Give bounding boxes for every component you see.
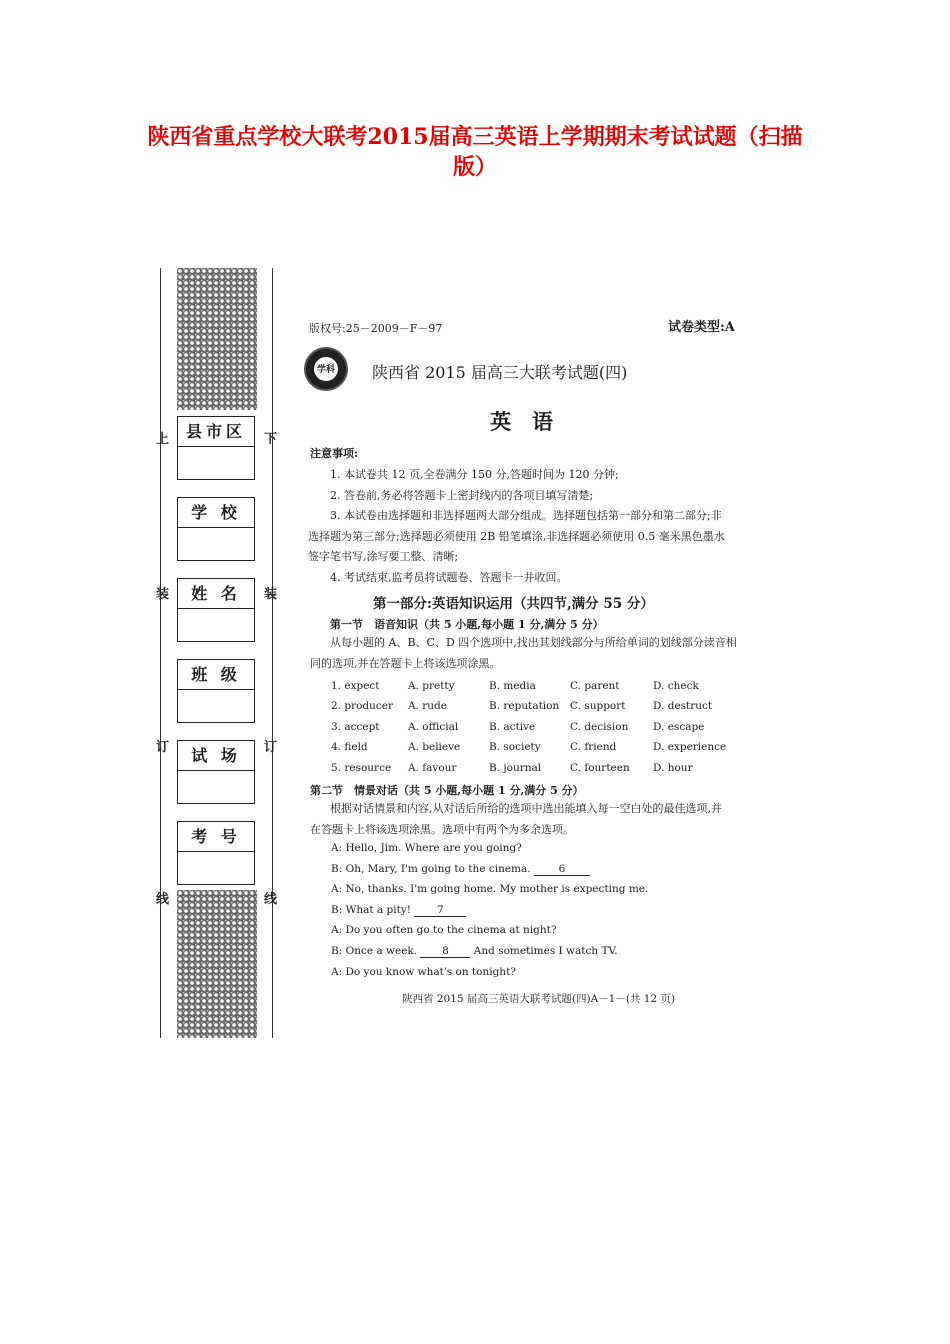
option-a: A. favour bbox=[408, 762, 457, 774]
option-b: B. media bbox=[489, 680, 536, 692]
binding-char: 装 bbox=[264, 587, 278, 602]
notes-heading: 注意事项: bbox=[310, 447, 359, 460]
question-word: 4. field bbox=[331, 741, 368, 753]
dialogue-line: A: No, thanks. I'm going home. My mother is expecting me. bbox=[331, 883, 649, 896]
field-label: 考 号 bbox=[178, 822, 254, 852]
option-c: C. parent bbox=[570, 680, 620, 692]
subject-title: 英 语 bbox=[490, 409, 553, 434]
option-b: B. journal bbox=[489, 762, 542, 774]
page-footer: 陕西省 2015 届高三英语大联考试题(四)A－1－(共 12 页) bbox=[402, 993, 676, 1005]
field-class bbox=[177, 659, 255, 723]
binding-char: 订 bbox=[264, 740, 278, 755]
question-word: 5. resource bbox=[331, 762, 392, 774]
section1-title: 第一节 语音知识（共 5 小题,每小题 1 分,满分 5 分） bbox=[330, 618, 604, 631]
instruction-line: 在答题卡上将该选项涂黑。选项中有两个为多余选项。 bbox=[310, 822, 574, 836]
paper-type: 试卷类型:A bbox=[668, 320, 735, 335]
note-item: 1. 本试卷共 12 页,全卷满分 150 分,答题时间为 120 分钟; bbox=[330, 468, 619, 481]
notes-list bbox=[308, 465, 770, 588]
answer-blank: 6 bbox=[534, 863, 590, 876]
dialogue-line: B: Once a week. 8 And sometimes I watch TV. bbox=[331, 944, 618, 957]
field-school bbox=[177, 497, 255, 561]
section2-instructions bbox=[310, 799, 722, 840]
option-a: A. rude bbox=[408, 700, 447, 712]
section1-instructions bbox=[310, 633, 737, 674]
dialogue-line: A: Do you often go to the cinema at night? bbox=[331, 924, 557, 937]
field-label: 学 校 bbox=[178, 498, 254, 528]
dialogue-line: A: Hello, Jim. Where are you going? bbox=[331, 842, 522, 854]
part1-heading: 第一部分:英语知识运用（共四节,满分 55 分） bbox=[373, 596, 654, 612]
field-label: 试 场 bbox=[178, 741, 254, 771]
document-title-line2: 版） bbox=[452, 154, 497, 180]
field-blank bbox=[178, 447, 254, 479]
binding-char: 线 bbox=[156, 892, 170, 907]
field-blank bbox=[178, 690, 254, 722]
instruction-line: 从每小题的 A、B、C、D 四个选项中,找出其划线部分与所给单词的划线部分读音相 bbox=[330, 636, 737, 649]
dialogue bbox=[331, 842, 648, 986]
option-a: A. believe bbox=[408, 741, 461, 753]
option-b: B. society bbox=[489, 741, 541, 753]
binding-right-line bbox=[272, 268, 273, 1038]
note-item: 2. 答卷前,务必将答题卡上密封线内的各项目填写清楚; bbox=[330, 488, 594, 502]
exam-title: 陕西省 2015 届高三大联考试题(四) bbox=[372, 363, 628, 382]
instruction-line: 根据对话情景和内容,从对话后所给的选项中选出能填入每一空白处的最佳选项,并 bbox=[330, 802, 722, 815]
option-d: D. hour bbox=[653, 762, 693, 774]
dialogue-line: A: Do you know what's on tonight? bbox=[331, 965, 516, 978]
binding-char: 线 bbox=[264, 892, 278, 907]
field-exam-number bbox=[177, 821, 255, 885]
option-c: C. friend bbox=[570, 741, 617, 753]
answer-blank: 7 bbox=[414, 904, 466, 917]
option-d: D. escape bbox=[653, 721, 705, 733]
instruction-line: 同的选项,并在答题卡上将该选项涂黑。 bbox=[310, 656, 501, 670]
field-label: 姓 名 bbox=[178, 579, 254, 609]
question-word: 3. accept bbox=[331, 721, 380, 733]
option-d: D. check bbox=[653, 680, 699, 692]
field-blank bbox=[178, 528, 254, 560]
option-c: C. support bbox=[570, 700, 626, 712]
seal-pattern-top bbox=[177, 268, 257, 410]
question-word: 2. producer bbox=[331, 700, 394, 712]
answer-blank: 8 bbox=[420, 945, 470, 958]
field-label: 班 级 bbox=[178, 660, 254, 690]
field-county bbox=[177, 416, 255, 480]
document-title bbox=[100, 122, 850, 182]
option-c: C. fourteen bbox=[570, 762, 630, 774]
document-title-line1: 陕西省重点学校大联考2015届高三英语上学期期末考试试题（扫描 bbox=[147, 124, 803, 150]
binding-char: 上 bbox=[156, 432, 170, 447]
field-name bbox=[177, 578, 255, 642]
copyright-number: 版权号:25－2009－F－97 bbox=[309, 322, 443, 335]
dialogue-line: B: What a pity! 7 bbox=[331, 904, 648, 925]
dialogue-line: B: Oh, Mary, I'm going to the cinema. 6 bbox=[331, 863, 648, 884]
option-d: D. destruct bbox=[653, 700, 713, 712]
field-label: 县市区 bbox=[178, 417, 254, 447]
note-item: 4. 考试结束,监考员将试题卷、答题卡一并收回。 bbox=[330, 570, 568, 584]
binding-char: 装 bbox=[156, 587, 170, 602]
field-blank bbox=[178, 609, 254, 641]
binding-char: 下 bbox=[264, 432, 278, 447]
option-c: C. decision bbox=[570, 721, 629, 733]
question-word: 1. expect bbox=[331, 680, 380, 692]
field-blank bbox=[178, 771, 254, 803]
binding-char: 订 bbox=[156, 740, 170, 755]
option-a: A. pretty bbox=[408, 680, 455, 692]
field-blank bbox=[178, 852, 254, 884]
seal-pattern-bottom bbox=[177, 890, 257, 1038]
note-item: 3. 本试卷由选择题和非选择题两大部分组成。选择题包括第一部分和第二部分;非 bbox=[330, 509, 722, 522]
note-item: 选择题为第三部分;选择题必须使用 2B 铅笔填涂,非选择题必须使用 0.5 毫米黑色墨水 bbox=[308, 529, 725, 543]
section2-title: 第二节 情景对话（共 5 小题,每小题 1 分,满分 5 分） bbox=[310, 784, 584, 797]
option-d: D. experience bbox=[653, 741, 727, 753]
binding-left-line bbox=[160, 268, 161, 1038]
option-b: B. reputation bbox=[489, 700, 560, 712]
option-a: A. official bbox=[408, 721, 459, 733]
option-b: B. active bbox=[489, 721, 536, 733]
note-item: 签字笔书写,涂写要工整、清晰; bbox=[308, 550, 459, 563]
publisher-logo: 学科 bbox=[304, 347, 348, 391]
field-exam-room bbox=[177, 740, 255, 804]
